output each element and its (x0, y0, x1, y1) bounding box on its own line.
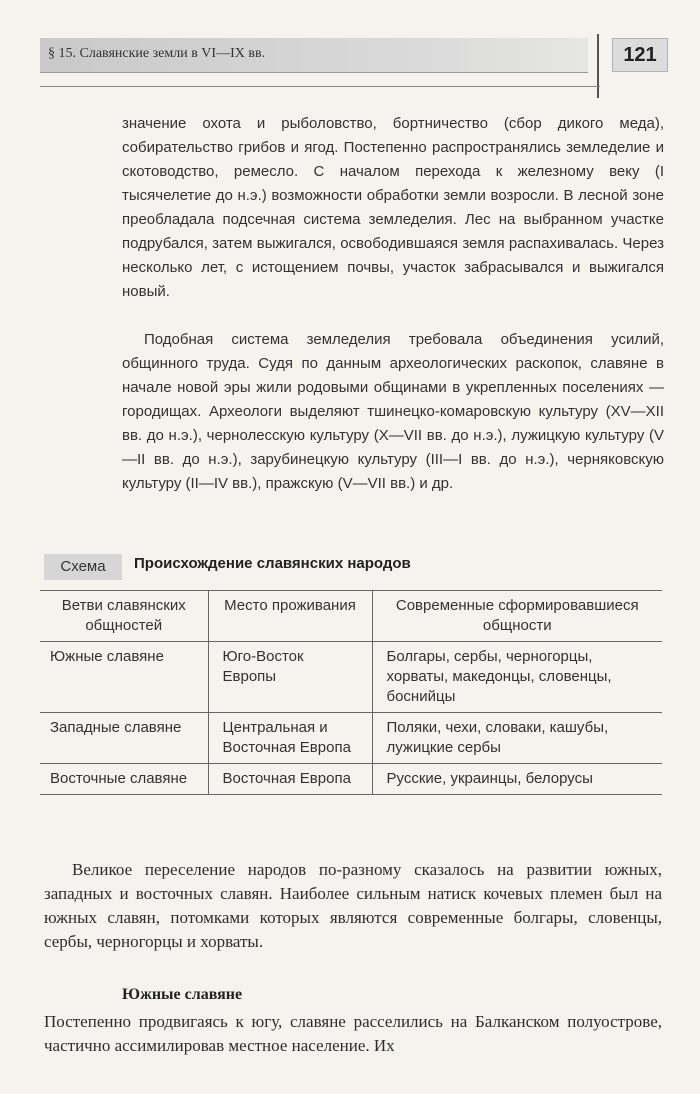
paragraph-4: Постепенно продвигаясь к югу, славяне расселились на Балканском полуострове, частично ассимилировав местное население. Их (44, 1012, 662, 1055)
scheme-title: Происхождение славянских народов (134, 555, 411, 572)
header-rule (40, 86, 600, 87)
scheme-label: Схема (44, 554, 122, 580)
paragraph-2: Подобная система земледелия требовала объединения усилий, общинного труда. Судя по данным археологических раскопок, славяне в начале новой эры жили родовыми общинами в укрепленных поселениях — городищах. Археологи выделяют тшинецко-комаровскую культуру (XV—XII вв. до н.э.), чернолесскую культуру (X—VII вв. до н.э.), лужицкую культуру (V—II вв. до н.э.), зарубинецкую культуру (III—I вв. до н.э.), черняковскую культуру (II—IV вв.), пражскую (V—VII вв.) и др. (122, 331, 664, 492)
slavs-origin-table (40, 590, 662, 795)
table-cell: Западные славяне (40, 713, 208, 764)
page-number: 121 (612, 38, 668, 72)
header-location: Место проживания (208, 591, 372, 642)
table-row (40, 764, 662, 795)
table-cell: Русские, украинцы, белорусы (372, 764, 662, 795)
paragraph-3: Великое переселение народов по-разному сказалось на развитии южных, западных и восточных славян. Наиболее сильным натиск кочевых племен был на южных славян, потомками которых являются современные болгары, словенцы, сербы, черногорцы и хорваты. (44, 860, 662, 951)
table-row (40, 713, 662, 764)
table-cell: Восточные славяне (40, 764, 208, 795)
header-divider (597, 34, 599, 98)
header-modern: Современные сформировавшиеся общности (372, 591, 662, 642)
section-title: § 15. Славянские земли в VI—IX вв. (48, 46, 266, 61)
table-header-row (40, 591, 662, 642)
table-row (40, 642, 662, 713)
table-cell: Центральная и Восточная Европа (208, 713, 372, 764)
table-cell: Юго-Восток Европы (208, 642, 372, 713)
table-cell: Южные славяне (40, 642, 208, 713)
subheading-south-slavs: Южные славяне (122, 986, 243, 1003)
header-branches: Ветви славянских общностей (40, 591, 208, 642)
paragraph-1: значение охота и рыболовство, бортничество (сбор дикого меда), собирательство грибов и ягод. Постепенно распространялись земледелие и скотоводство, ремесло. С началом перехода к железному веку (I тысячелетие до н.э.) возможности обработки земли возросли. В лесной зоне преобладала подсечная система земледелия. Лес на выбранном участке подрубался, затем выжигался, освободившаяся земля распахивалась. Через несколько лет, с истощением почвы, участок забрасывался и выжигался новый. (122, 115, 664, 300)
table-cell: Поляки, чехи, словаки, кашубы, лужицкие сербы (372, 713, 662, 764)
table-cell: Болгары, сербы, черногорцы, хорваты, македонцы, словенцы, боснийцы (372, 642, 662, 713)
table-cell: Восточная Европа (208, 764, 372, 795)
